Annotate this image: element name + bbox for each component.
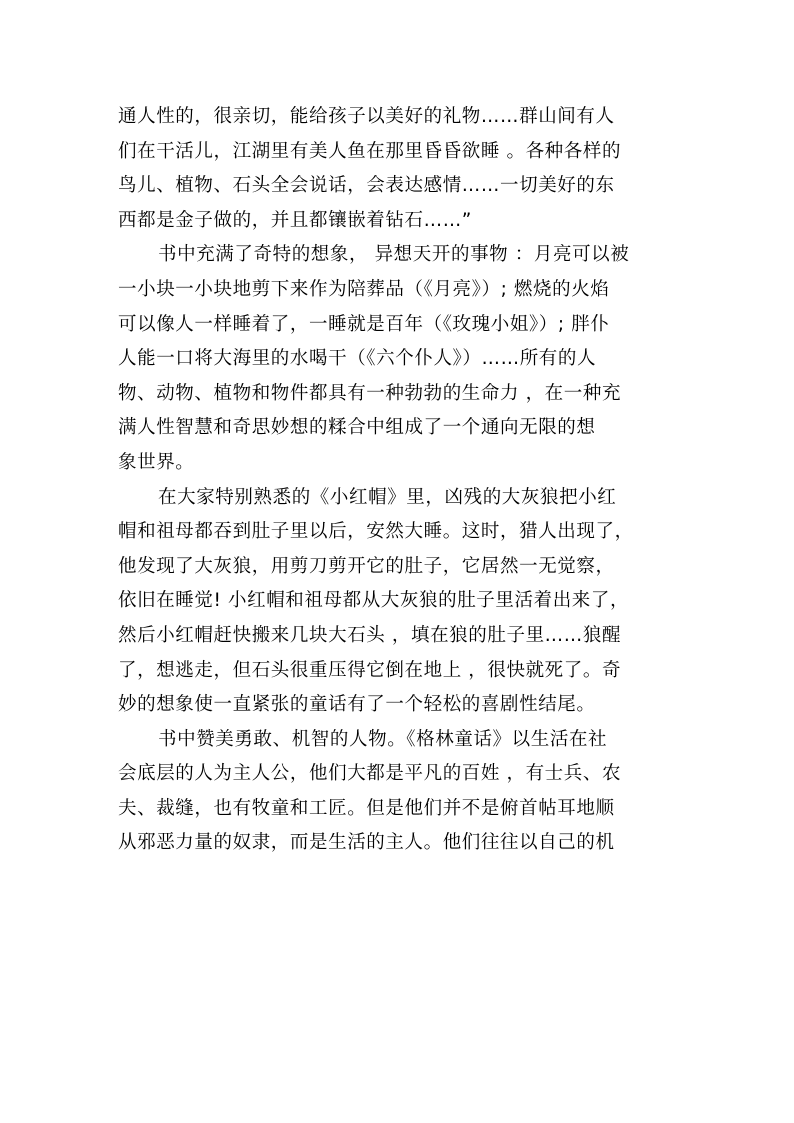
- text-line: 他发现了大灰狼，用剪刀剪开它的肚子，它居然一无觉察，: [118, 555, 615, 577]
- text-line: 从邪恶力量的奴隶，而是生活的主人。他们往往以自己的机: [118, 832, 615, 854]
- text-line: 了，想逃走，但石头很重压得它倒在地上 ，很快就死了。奇: [118, 659, 622, 681]
- text-line: 夫、裁缝，也有牧童和工匠。但是他们并不是俯首帖耳地顺: [118, 797, 615, 819]
- text-line: 妙的想象使一直紧张的童话有了一个轻松的喜剧性结尾。: [118, 694, 596, 716]
- text-line: 然后小红帽赶快搬来几块大石头 ，填在狼的肚子里……狼醒: [118, 624, 622, 646]
- text-line: 帽和祖母都吞到肚子里以后，安然大睡。这时，猎人出现了，: [118, 521, 634, 543]
- text-line: 满人性智慧和奇思妙想的糅合中组成了一个通向无限的想: [118, 417, 596, 439]
- text-line: 可以像人一样睡着了，一睡就是百年（《玫瑰小姐》）; 胖仆: [118, 313, 610, 335]
- text-line: 通人性的，很亲切，能给孩子以美好的礼物……群山间有人: [118, 106, 615, 127]
- text-line: 象世界。: [118, 451, 195, 473]
- body-text: [118, 100, 678, 861]
- text-line: 人能一口将大海里的水喝干（《六个仆人》）……所有的人: [118, 348, 597, 370]
- text-line: 们在干活儿，江湖里有美人鱼在那里昏昏欲睡 。各种各样的: [118, 140, 622, 162]
- text-line: 物、动物、植物和物件都具有一种勃勃的生命力 ，在一种充: [118, 382, 622, 404]
- text-line: 会底层的人为主人公，他们大都是平凡的百姓 ，有士兵、农: [118, 763, 622, 785]
- text-line: 一小块一小块地剪下来作为陪葬品（《月亮》）; 燃烧的火焰: [118, 278, 610, 300]
- text-line: 依旧在睡觉! 小红帽和祖母都从大灰狼的肚子里活着出来了，: [118, 590, 630, 612]
- text-line: 鸟儿、植物、石头全会说话，会表达感情……一切美好的东: [118, 175, 615, 197]
- paragraph-first-line: 书中充满了奇特的想象， 异想天开的事物 ：月亮可以被: [158, 244, 630, 266]
- paragraph-first-line: 在大家特别熟悉的《小红帽》里，凶残的大灰狼把小红: [158, 486, 617, 508]
- paragraph-first-line: 书中赞美勇敢、机智的人物。《格林童话》以生活在社: [158, 728, 608, 750]
- text-line: 西都是金子做的，并且都镶嵌着钻石……”: [118, 209, 472, 231]
